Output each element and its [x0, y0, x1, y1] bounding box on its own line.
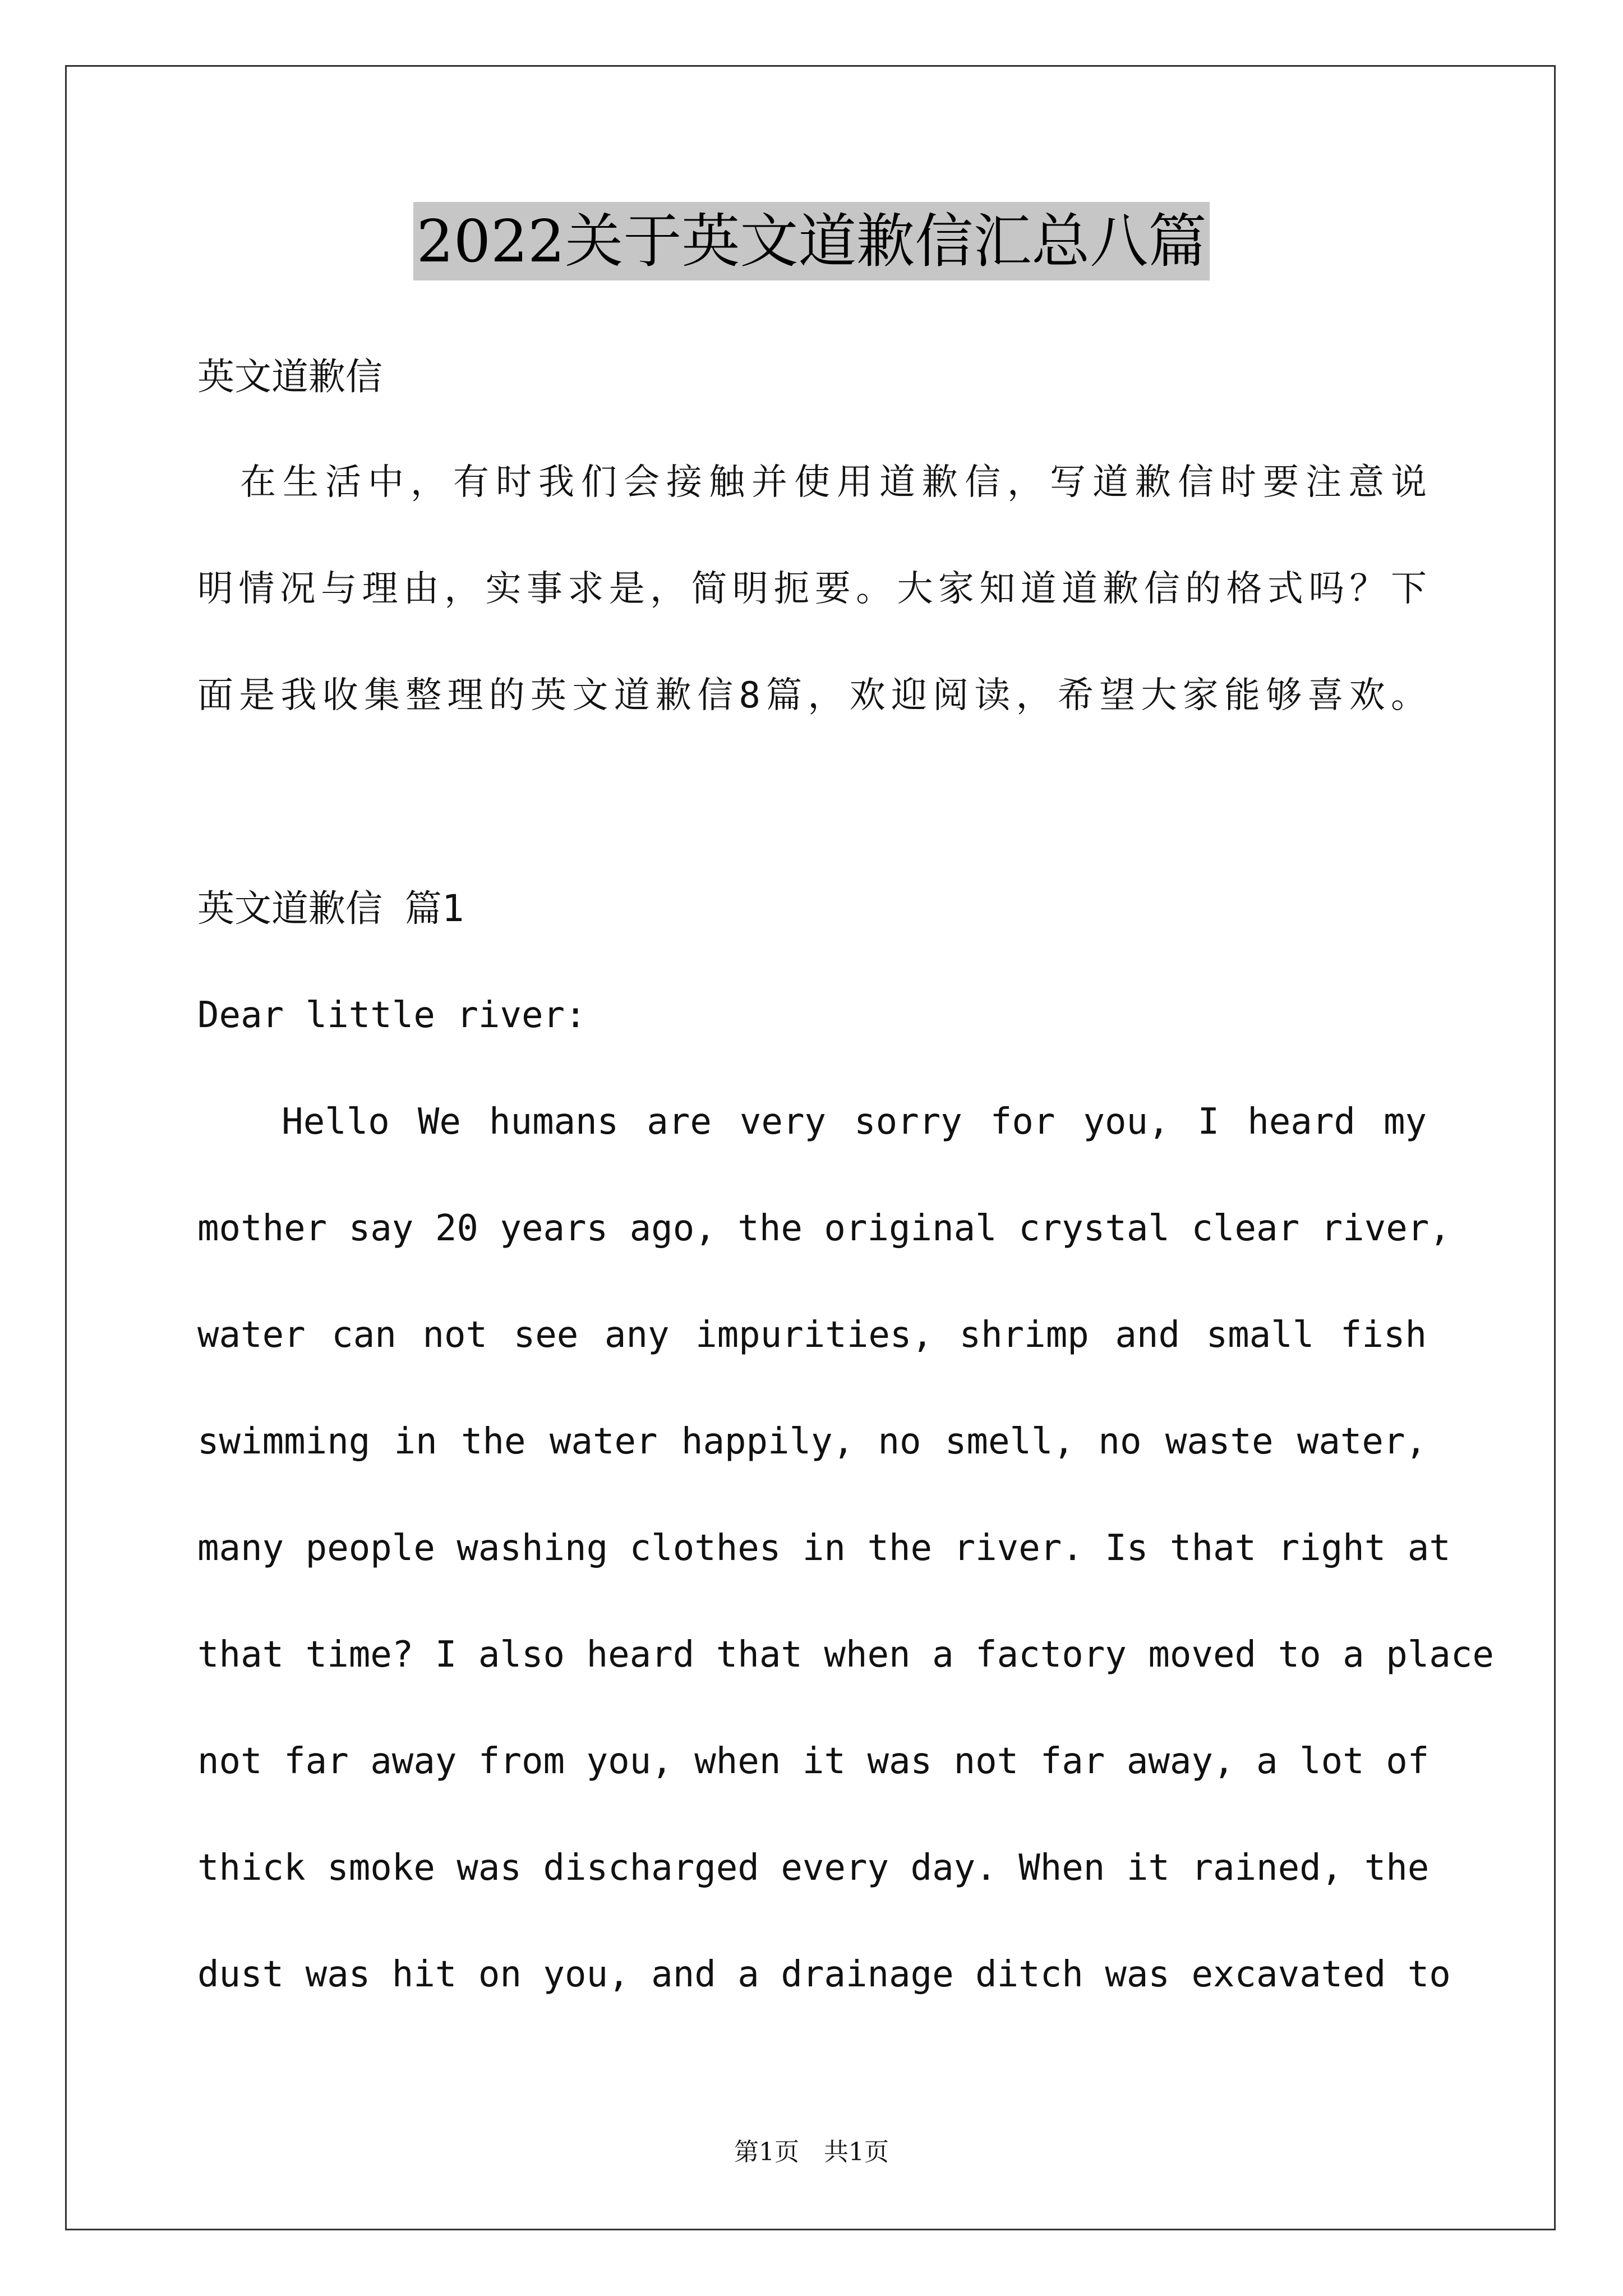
article-heading: 英文道歉信 篇1	[197, 887, 464, 930]
body-line-6: that time? I also heard that when a factory moved to a place	[197, 1634, 1494, 1676]
intro-line-1: 在生活中，有时我们会接触并使用道歉信，写道歉信时要注意说	[197, 462, 1427, 503]
page-footer: 第1页 共1页	[734, 2138, 889, 2166]
intro-line-2: 明情况与理由，实事求是，简明扼要。大家知道道歉信的格式吗？下	[197, 568, 1427, 610]
body-line-1: Hello We humans are very sorry for you, I heard my	[197, 1101, 1427, 1143]
body-line-4: swimming in the water happily, no smell, no waste water,	[197, 1421, 1427, 1462]
salutation: Dear little river:	[197, 995, 587, 1036]
body-line-8: thick smoke was discharged every day. When it rained, the	[197, 1847, 1430, 1889]
body-line-2: mother say 20 years ago, the original crystal clear river,	[197, 1208, 1451, 1249]
intro-line-3: 面是我收集整理的英文道歉信8篇，欢迎阅读，希望大家能够喜欢。	[197, 675, 1427, 716]
section-heading: 英文道歉信	[197, 355, 382, 398]
body-line-9: dust was hit on you, and a drainage ditch was excavated to	[197, 1954, 1451, 1995]
body-line-3: water can not see any impurities, shrimp and small fish	[197, 1314, 1427, 1356]
document-title: 2022关于英文道歉信汇总八篇	[413, 202, 1210, 280]
title-container	[0, 202, 1623, 280]
body-line-5: many people washing clothes in the river. Is that right at	[197, 1527, 1451, 1569]
body-line-7: not far away from you, when it was not far away, a lot of	[197, 1741, 1430, 1782]
